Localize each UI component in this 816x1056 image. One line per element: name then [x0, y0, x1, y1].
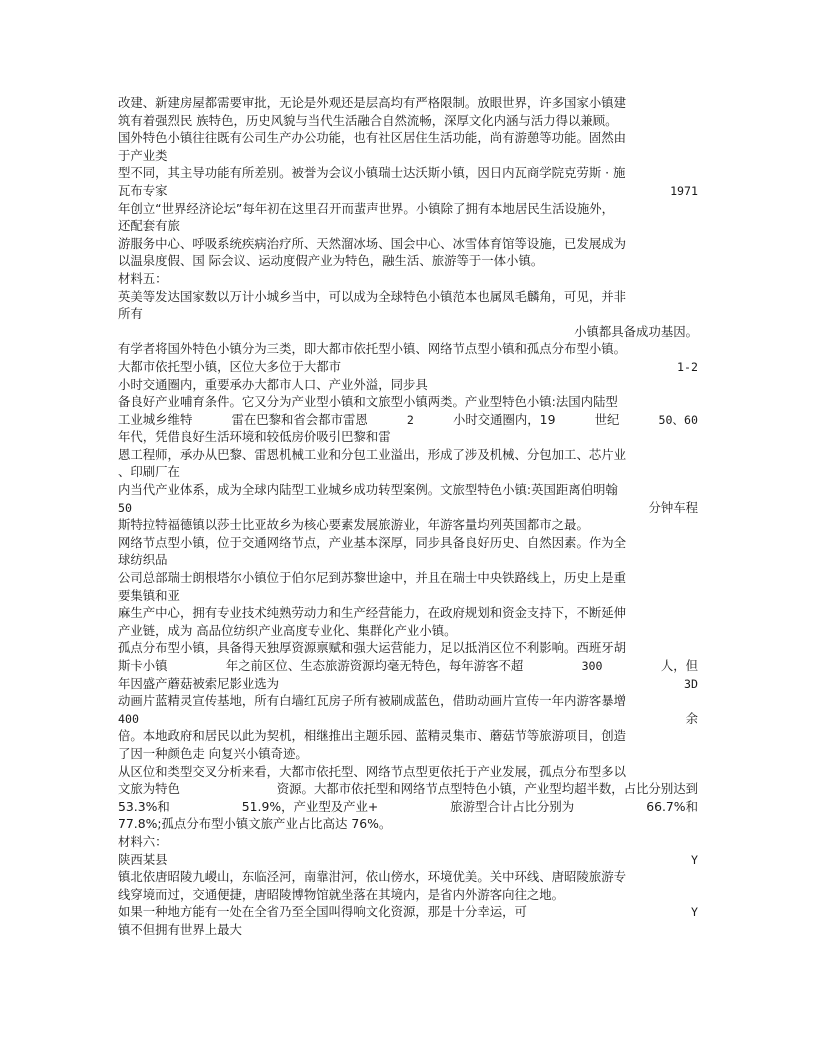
- text-segment: 文旅为特色: [118, 781, 180, 797]
- text-segment: 从区位和类型交叉分析来看，大都市依托型、网络节点型更依托于产业发展，孤点分布型多以: [118, 763, 627, 779]
- text-segment: 镇不但拥有世界上最大: [118, 921, 242, 937]
- text-segment: 倍。本地政府和居民以此为契机，相继推出主题乐园、蓝精灵集市、蘑菇节等旅游项目，创造: [118, 728, 627, 744]
- text-line: [118, 622, 698, 640]
- text-segment: 77.8%;孤点分布型小镇文旅产业占比高达 76%。: [118, 816, 392, 832]
- text-segment: 改建、新建房屋都需要审批，无论是外观还是层高均有严格限制。放眼世界，许多国家小镇建: [118, 95, 627, 110]
- text-segment: 孤点分布型小镇，具备得天独厚资源禀赋和强大运营能力，足以抵消区位不利影响。西班牙胡: [118, 640, 627, 656]
- document-page: [118, 94, 698, 939]
- text-segment: 400: [118, 711, 139, 726]
- text-line: [118, 727, 698, 745]
- text-line: [118, 446, 698, 464]
- text-segment: Y: [691, 852, 698, 867]
- text-segment: 以温泉度假、国 际会议、运动度假产业为特色，融生活、旅游等于一体小镇。: [118, 253, 544, 269]
- text-segment: 斯卡小镇: [118, 658, 168, 673]
- text-segment: 斯特拉特福德镇以莎士比亚故乡为核心要素发展旅游业，年游客量均列英国都市之最。: [118, 517, 589, 533]
- text-line: [118, 305, 698, 323]
- text-segment: 年之前区位、生态旅游资源均毫无特色，每年游客不超: [225, 658, 524, 673]
- text-segment: 小时交通圈内，19: [452, 411, 556, 427]
- text-segment: 公司总部瑞士朗根塔尔小镇位于伯尔尼到苏黎世途中，并且在瑞士中央铁路线上，历史上是重: [118, 570, 627, 586]
- text-segment: 2: [406, 412, 414, 427]
- text-line: [118, 147, 698, 165]
- text-segment: 工业城乡维特: [118, 411, 193, 427]
- text-line: [118, 551, 698, 569]
- text-line: [118, 587, 698, 605]
- text-line: [118, 851, 698, 869]
- text-segment: 球纺织品: [118, 552, 168, 568]
- text-segment: 备良好产业哺育条件。它又分为产业型小镇和文旅型小镇两类。产业型特色小镇:法国内陆型: [118, 394, 618, 410]
- text-line: [118, 235, 698, 253]
- text-segment: 人，但: [660, 658, 698, 673]
- text-line: [118, 833, 698, 851]
- text-segment: 陕西某县: [118, 851, 168, 867]
- text-line: [118, 921, 698, 939]
- text-segment: 资源。大都市依托型和网络节点型特色小镇，产业型均超半数，占比分别达到: [276, 781, 698, 797]
- text-segment: 瓦布专家: [118, 182, 168, 198]
- text-line: [118, 358, 698, 376]
- text-segment: 雷在巴黎和省会都市雷恩: [231, 411, 368, 427]
- text-line: [118, 692, 698, 710]
- text-line: [118, 217, 698, 235]
- text-segment: 小镇都具备成功基因。: [574, 323, 698, 339]
- text-segment: 1971: [670, 183, 698, 198]
- text-segment: 于产业类: [118, 147, 168, 163]
- text-segment: 恩工程师，承办从巴黎、雷恩机械工业和分包工业溢出，形成了涉及机械、分包加工、芯片业: [118, 446, 627, 462]
- text-line: [118, 252, 698, 270]
- text-segment: 、印刷厂在: [118, 464, 180, 480]
- text-segment: 大都市依托型小镇，区位大多位于大都市: [118, 358, 342, 374]
- text-line: [118, 763, 698, 781]
- text-segment: 镇北依唐昭陵九嵕山，东临泾河，南靠泔河，依山傍水，环境优美。关中环线、唐昭陵旅游专: [118, 869, 627, 885]
- text-line: [118, 639, 698, 657]
- text-segment: 年因盛产蘑菇被索尼影业选为: [118, 675, 280, 691]
- text-line: [118, 903, 698, 921]
- text-segment: 分钟车程: [648, 499, 698, 515]
- text-segment: 还配套有旅: [118, 218, 180, 234]
- text-segment: 66.7%和: [646, 798, 698, 814]
- text-segment: 要集镇和亚: [118, 587, 180, 603]
- text-line: [118, 288, 698, 306]
- text-segment: 材料五：: [118, 270, 168, 286]
- text-segment: 国外特色小镇往往既有公司生产办公功能，也有社区居住生活功能，尚有游憩等功能。固然由: [118, 130, 627, 146]
- text-segment: 了因一种颜色走 向复兴小镇奇迹。: [118, 745, 308, 761]
- text-segment: 3D: [684, 676, 698, 691]
- text-line: [118, 270, 698, 288]
- text-segment: 50: [118, 500, 132, 515]
- text-segment: Y: [691, 905, 698, 920]
- text-line: [118, 200, 698, 218]
- text-line: [118, 710, 698, 728]
- text-line: [118, 164, 698, 182]
- text-line: [118, 745, 698, 763]
- text-segment: 游服务中心、呼吸系统疾病治疗所、天然溜冰场、国会中心、冰雪体育馆等设施，已发展成为: [118, 235, 627, 251]
- text-segment: 动画片蓝精灵宣传基地，所有白墙红瓦房子所有被刷成蓝色，借助动画片宣传一年内游客暴增: [118, 693, 627, 709]
- text-line: [118, 534, 698, 552]
- text-line: [118, 129, 698, 147]
- text-segment: 线穿境而过，交通便捷，唐昭陵博物馆就坐落在其境内，是省内外游客向往之地。: [118, 886, 565, 902]
- text-segment: 300: [581, 659, 603, 673]
- text-line: [118, 604, 698, 622]
- text-line: [118, 499, 698, 517]
- text-segment: 小时交通圈内，重要承办大都市人口、产业外溢，同步具: [118, 376, 428, 392]
- text-segment: 年创立“世界经济论坛”每年初在这里召开而蜚声世界。小镇除了拥有本地居民生活设施外，: [118, 200, 615, 216]
- text-segment: 旅游型合计占比分别为: [450, 798, 575, 814]
- text-segment: 53.3%和: [118, 798, 170, 814]
- text-line: [118, 463, 698, 481]
- text-segment: 筑有着强烈民 族特色，历史风貌与当代生活融合自然流畅，深厚文化内涵与活力得以兼顾。: [118, 112, 618, 128]
- text-line: [118, 516, 698, 534]
- text-line: [118, 657, 698, 675]
- text-line: [118, 393, 698, 411]
- text-segment: 50、60: [658, 412, 698, 427]
- text-line: [118, 94, 698, 112]
- text-line: [118, 323, 698, 341]
- text-segment: 51.9%，产业型及产业+: [241, 798, 379, 814]
- text-line: [118, 675, 698, 693]
- text-line: [118, 780, 698, 798]
- text-line: [118, 182, 698, 200]
- text-segment: 所有: [118, 306, 143, 322]
- text-line: [118, 868, 698, 886]
- text-segment: 网络节点型小镇，位于交通网络节点，产业基本深厚，同步具备良好历史、自然因素。作为全: [118, 534, 627, 550]
- text-line: [118, 112, 698, 130]
- text-segment: 如果一种地方能有一处在全省乃至全国叫得响文化资源，那是十分幸运，可: [118, 904, 527, 920]
- text-segment: 1-2: [677, 359, 698, 374]
- text-segment: 产业链，成为 高品位纺织产业高度专业化、集群化产业小镇。: [118, 622, 457, 638]
- text-segment: 材料六：: [118, 833, 168, 849]
- text-segment: 年代，凭借良好生活环境和较低房价吸引巴黎和雷: [118, 429, 391, 445]
- text-segment: 英美等发达国家数以万计小城乡当中，可以成为全球特色小镇范本也属凤毛麟角，可见，并非: [118, 288, 627, 304]
- text-segment: 有学者将国外特色小镇分为三类，即大都市依托型小镇、网络节点型小镇和孤点分布型小镇。: [118, 341, 627, 357]
- text-line: [118, 411, 698, 429]
- text-segment: 世纪: [594, 411, 620, 427]
- text-line: [118, 815, 698, 833]
- text-line: [118, 376, 698, 394]
- text-line: [118, 569, 698, 587]
- text-segment: 内当代产业体系，成为全球内陆型工业城乡成功转型案例。文旅型特色小镇:英国距离伯明翰: [118, 482, 618, 498]
- text-line: [118, 428, 698, 446]
- text-line: [118, 798, 698, 816]
- text-line: [118, 481, 698, 499]
- text-segment: 余: [685, 710, 698, 726]
- text-segment: 型不同，其主导功能有所差别。被誉为会议小镇瑞士达沃斯小镇，因日内瓦商学院克劳斯 · 施: [118, 165, 626, 181]
- text-line: [118, 340, 698, 358]
- text-line: [118, 886, 698, 904]
- text-segment: 麻生产中心，拥有专业技术纯熟劳动力和生产经营能力，在政府规划和资金支持下，不断延伸: [118, 605, 627, 621]
